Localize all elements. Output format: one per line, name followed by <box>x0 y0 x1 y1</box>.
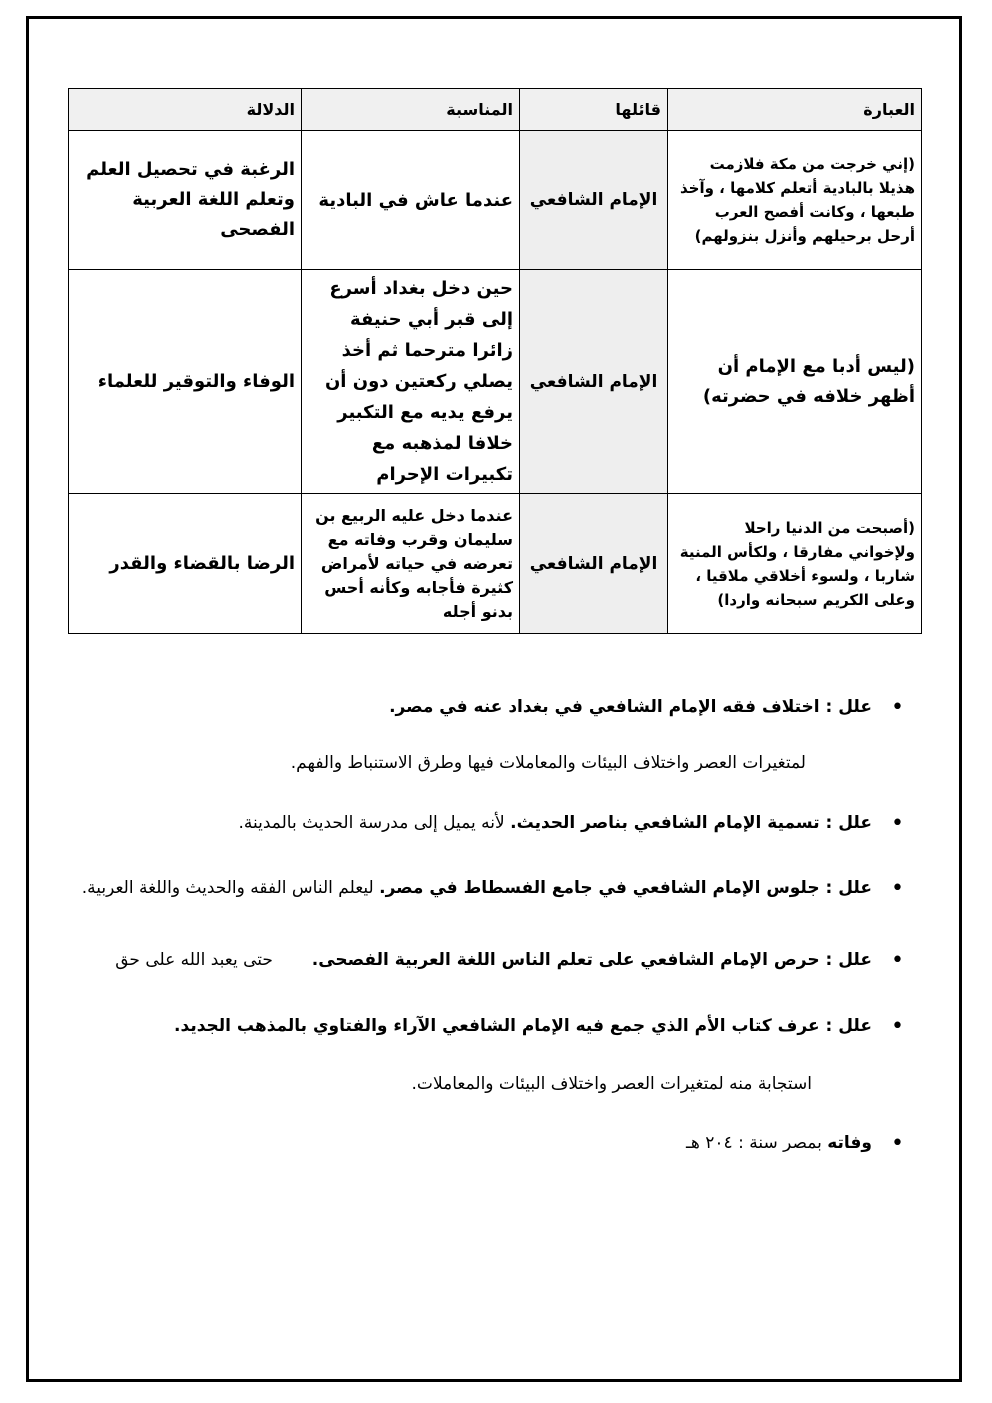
question-lead: علل : <box>819 1016 872 1036</box>
cell-phrase: (إني خرجت من مكة فلازمت هذيلا بالبادية أتعلم كلامها ، وآخذ طبعها ، وكانت أفصح العرب أرحل برحيلهم وأنزل بنزولهم) <box>668 131 922 270</box>
question-text: اختلاف فقه الإمام الشافعي في بغداد عنه في مصر. <box>389 697 820 717</box>
question-text: عرف كتاب الأم الذي جمع فيه الإمام الشافعي الآراء والفتاوي بالمذهب الجديد. <box>174 1016 820 1036</box>
header-meaning: الدلالة <box>69 89 302 131</box>
bullet-icon: • <box>891 948 904 973</box>
header-phrase: العبارة <box>668 89 922 131</box>
cell-phrase: (ليس أدبا مع الإمام أن أظهر خلافه في حضرته) <box>668 270 922 494</box>
header-occasion: المناسبة <box>302 89 520 131</box>
cell-speaker: الإمام الشافعي <box>520 494 668 634</box>
bullet-icon: • <box>891 1014 904 1039</box>
summary-table <box>68 88 922 634</box>
cell-speaker: الإمام الشافعي <box>520 270 668 494</box>
death-lead: وفاته <box>827 1133 872 1153</box>
question-item <box>115 948 904 973</box>
table-row <box>69 270 922 494</box>
answer-text: استجابة منه لمتغيرات العصر واختلاف البيئات والمعاملات. <box>411 1074 812 1094</box>
bullet-icon: • <box>891 1131 904 1156</box>
cell-occasion: حين دخل بغداد أسرع إلى قبر أبي حنيفة زائرا مترحما ثم أخذ يصلي ركعتين دون أن يرفع يديه مع التكبير خلافا لمذهبه مع تكبيرات الإحرام <box>302 270 520 494</box>
bullet-icon: • <box>891 876 904 901</box>
question-text: حرص الإمام الشافعي على تعلم الناس اللغة العربية الفصحى. <box>311 950 820 970</box>
table-row <box>69 494 922 634</box>
cell-phrase: (أصبحت من الدنيا راحلا ولإخواني مفارقا ، ولكأس المنية شاربا ، ولسوء أخلاقي ملاقيا ، وعلى الكريم سبحانه واردا) <box>668 494 922 634</box>
question-lead: علل : <box>819 813 872 833</box>
question-text: جلوس الإمام الشافعي في جامع الفسطاط في مصر. <box>379 878 820 898</box>
question-item <box>389 695 904 720</box>
inline-answer: حتى يعبد الله على حق <box>115 950 273 970</box>
question-item <box>81 876 904 901</box>
question-lead: علل : <box>819 950 872 970</box>
question-text: تسمية الإمام الشافعي بناصر الحديث. <box>510 813 820 833</box>
inline-answer: ليعلم الناس الفقه والحديث واللغة العربية. <box>81 878 374 898</box>
cell-meaning: الوفاء والتوقير للعلماء <box>69 270 302 494</box>
question-item <box>685 1131 904 1156</box>
cell-occasion: عندما عاش في البادية <box>302 131 520 270</box>
bullet-icon: • <box>891 811 904 836</box>
cell-meaning: الرغبة في تحصيل العلم وتعلم اللغة العربية الفصحى <box>69 131 302 270</box>
death-text: بمصر سنة : ٢٠٤ هـ <box>685 1133 828 1153</box>
cell-occasion: عندما دخل عليه الربيع بن سليمان وقرب وفاته مع تعرضه في حياته لأمراض كثيرة فأجابه وكأنه أحس بدنو أجله <box>302 494 520 634</box>
cell-meaning: الرضا بالقضاء والقدر <box>69 494 302 634</box>
table-row <box>69 131 922 270</box>
bullet-icon: • <box>891 695 904 720</box>
cell-speaker: الإمام الشافعي <box>520 131 668 270</box>
question-lead: علل : <box>819 697 872 717</box>
question-item <box>174 1014 904 1039</box>
table-header-row <box>69 89 922 131</box>
question-item <box>238 811 904 836</box>
inline-answer: لأنه يميل إلى مدرسة الحديث بالمدينة. <box>238 813 505 833</box>
header-speaker: قائلها <box>520 89 668 131</box>
question-lead: علل : <box>819 878 872 898</box>
answer-text: لمتغيرات العصر واختلاف البيئات والمعاملات فيها وطرق الاستنباط والفهم. <box>290 753 806 773</box>
